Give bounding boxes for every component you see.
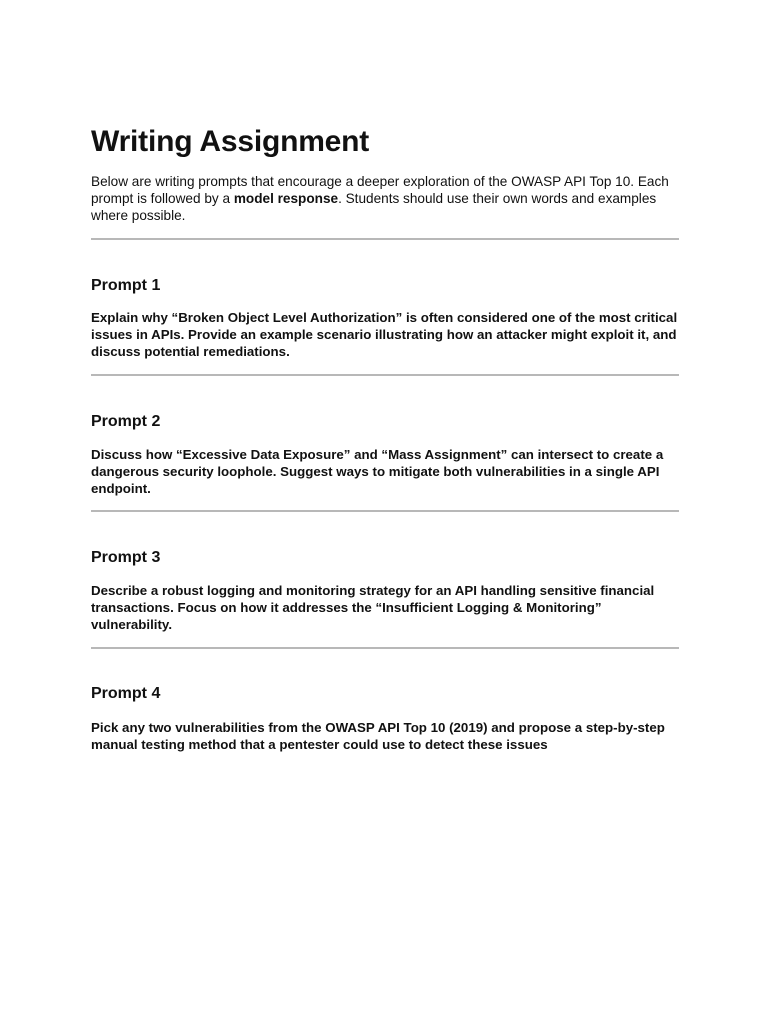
section-divider — [91, 374, 679, 376]
prompt-3-heading: Prompt 3 — [91, 549, 161, 566]
intro-text-start: Below are writing prompts that encourage a deeper exploration of the OWASP API Top 10. Each prompt is followed by a — [91, 174, 669, 206]
prompt-1-heading: Prompt 1 — [91, 277, 161, 294]
prompt-4-heading: Prompt 4 — [91, 685, 161, 702]
prompt-1-text: Explain why “Broken Object Level Authorization” is often considered one of the most critical issues in APIs. Provide an example scenario illustrating how an attacker might exploit it, and discuss potential remediations. — [91, 310, 678, 359]
prompt-2-heading: Prompt 2 — [91, 413, 161, 430]
prompt-4-text: Pick any two vulnerabilities from the OWASP API Top 10 (2019) and propose a step-by-step manual testing method that a pentester could use to detect these issues — [91, 720, 665, 752]
prompt-2-text: Discuss how “Excessive Data Exposure” and “Mass Assignment” can intersect to create a dangerous security loophole. Suggest ways to mitigate both vulnerabilities in a single API endpoint. — [91, 447, 664, 496]
section-divider — [91, 238, 679, 240]
intro-text-end: . Students should use their own words and examples where possible. — [91, 191, 657, 223]
intro-emphasis: model response — [233, 191, 339, 206]
prompt-3-text: Describe a robust logging and monitoring strategy for an API handling sensitive financial transactions. Focus on how it addresses the “Insufficient Logging & Monitoring” vulnerability. — [91, 583, 655, 632]
intro-paragraph — [91, 173, 671, 224]
page-title: Writing Assignment — [91, 125, 370, 158]
section-divider — [91, 510, 679, 512]
section-divider — [91, 647, 679, 649]
